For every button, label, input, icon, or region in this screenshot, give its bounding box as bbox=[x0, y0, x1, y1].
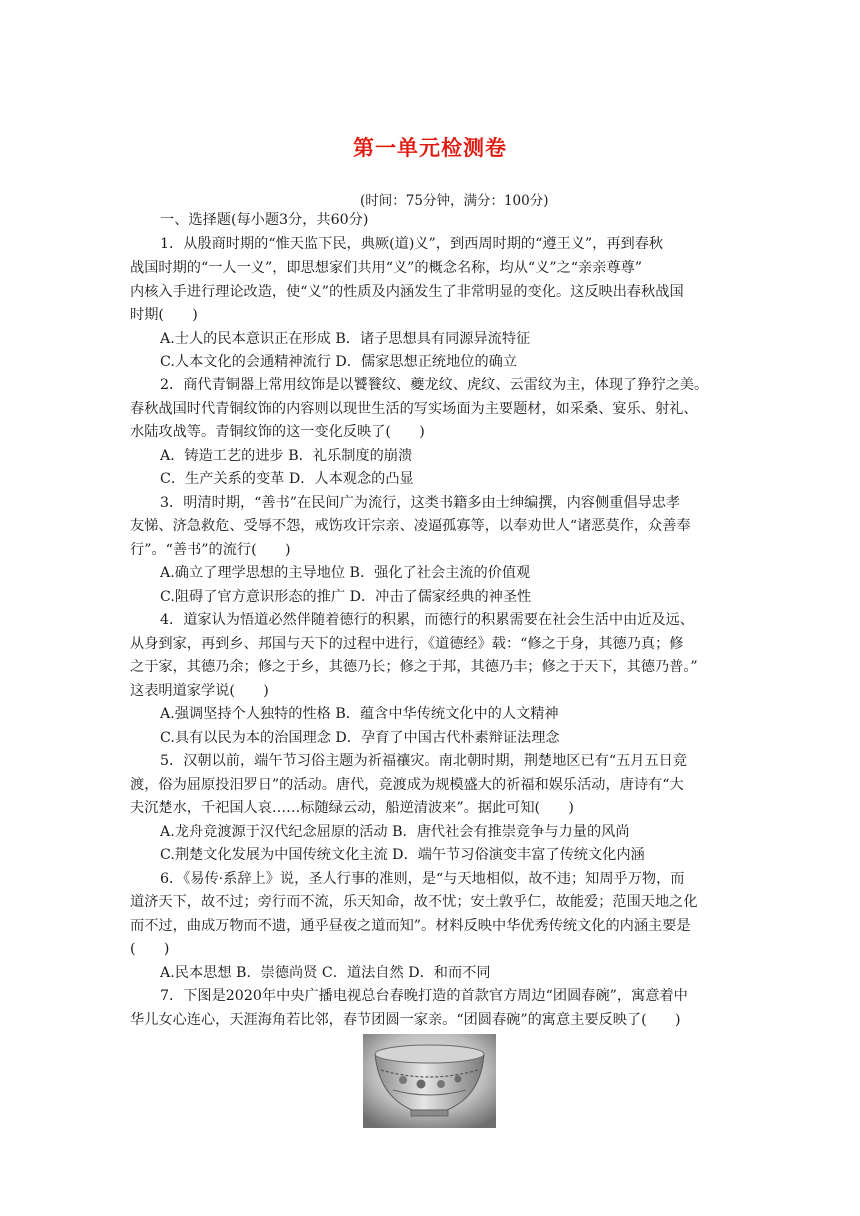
question-7-text: 7．下图是2020年中央广播电视总台春晚打造的首款官方周边“团圆春碗”，寓意着中 bbox=[160, 988, 688, 1004]
question-2-options: C．生产关系的变革 D．人本观念的凸显 bbox=[160, 471, 414, 487]
reunion-bowl-photo bbox=[363, 1034, 496, 1128]
question-5-text: 5．汉朝以前，端午节习俗主题为祈福禳灾。南北朝时期，荆楚地区已有“五月五日竞 bbox=[160, 753, 688, 769]
question-6-text: 道济天下，故不过；旁行而不流，乐天知命，故不忧；安土敦乎仁，故能爱；范围天地之化 bbox=[130, 894, 698, 910]
question-1-options: A.士人的民本意识正在形成 B．诸子思想具有同源异流特征 bbox=[160, 331, 531, 347]
question-3-text: 3．明清时期，“善书”在民间广为流行，这类书籍多由士绅编撰，内容侧重倡导忠孝 bbox=[160, 495, 681, 511]
question-2-options: A．铸造工艺的进步 B．礼乐制度的崩溃 bbox=[160, 448, 413, 464]
question-1-options: C.人本文化的会通精神流行 D．儒家思想正统地位的确立 bbox=[160, 354, 518, 370]
question-7-text: 华儿女心连心，天涯海角若比邻，春节团圆一家亲。“团圆春碗”的寓意主要反映了( ) bbox=[130, 1012, 681, 1028]
question-1-text: 内核入手进行理论改造，使“义”的性质及内涵发生了非常明显的变化。这反映出春秋战国 bbox=[130, 284, 684, 300]
question-4-text: 4．道家认为悟道必然伴随着德行的积累，而德行的积累需要在社会生活中由近及远、 bbox=[160, 612, 694, 628]
question-1-text: 战国时期的“一人一义”，即思想家们共用“义”的概念名称，均从“义”之“亲亲尊尊” bbox=[130, 260, 643, 276]
question-5-text: 夫沉楚水，千祀国人哀……标随绿云动，船逆清波来”。据此可知( ) bbox=[130, 800, 574, 816]
question-1-text: 时期( ) bbox=[130, 307, 198, 323]
question-5-options: A.龙舟竞渡源于汉代纪念屈原的活动 B．唐代社会有推崇竞争与力量的风尚 bbox=[160, 824, 630, 840]
question-2-text: 2．商代青铜器上常用纹饰是以饕餮纹、夔龙纹、虎纹、云雷纹为主，体现了狰狞之美。 bbox=[160, 377, 709, 393]
question-3-options: A.确立了理学思想的主导地位 B．强化了社会主流的价值观 bbox=[160, 565, 531, 581]
question-4-text: 从身到家，再到乡、邦国与天下的过程中进行，《道德经》载：“修之于身，其德乃真；修 bbox=[130, 636, 684, 652]
page-title: 第一单元检测卷 bbox=[353, 136, 507, 160]
question-4-text: 这表明道家学说( ) bbox=[130, 683, 269, 699]
question-6-text: 6．《易传·系辞上》说，圣人行事的准则，是“与天地相似，故不违；知周乎万物，而 bbox=[160, 871, 685, 887]
question-6-options: A.民本思想 B．崇德尚贤 C．道法自然 D．和而不同 bbox=[160, 965, 491, 981]
question-5-text: 渡，俗为屈原投汨罗日”的活动。唐代，竞渡成为规模盛大的祈福和娱乐活动，唐诗有“大 bbox=[130, 777, 684, 793]
exam-meta: (时间：75分钟，满分：100分) bbox=[360, 193, 549, 209]
question-1-text: 1．从殷商时期的“惟天监下民，典厥(道)义”，到西周时期的“遵王义”，再到春秋 bbox=[160, 236, 664, 252]
question-2-text: 水陆攻战等。青铜纹饰的这一变化反映了( ) bbox=[130, 424, 425, 440]
question-3-options: C.阻碍了官方意识形态的推广 D．冲击了儒家经典的神圣性 bbox=[160, 589, 532, 605]
question-4-options: C.具有以民为本的治国理念 D．孕育了中国古代朴素辩证法理念 bbox=[160, 730, 560, 746]
question-4-text: 之于家，其德乃余；修之于乡，其德乃长；修之于邦，其德乃丰；修之于天下，其德乃普。” bbox=[130, 659, 698, 675]
question-6-text: ( ) bbox=[130, 941, 170, 957]
section-heading: 一、选择题(每小题3分，共60分) bbox=[160, 212, 369, 228]
question-3-text: 友悌、济急救危、受辱不怨，戒饬攻讦宗亲、凌逼孤寡等，以奉劝世人“诸恶莫作，众善奉 bbox=[130, 518, 691, 534]
question-6-text: 而不过，曲成万物而不遗，通乎昼夜之道而知”。材料反映中华优秀传统文化的内涵主要是 bbox=[130, 918, 691, 934]
question-5-options: C.荆楚文化发展为中国传统文化主流 D．端午节习俗演变丰富了传统文化内涵 bbox=[160, 847, 645, 863]
question-4-options: A.强调坚持个人独特的性格 B．蕴含中华传统文化中的人文精神 bbox=[160, 706, 559, 722]
question-3-text: 行”。“善书”的流行( ) bbox=[130, 542, 291, 558]
question-2-text: 春秋战国时代青铜纹饰的内容则以现世生活的写实场面为主要题材，如采桑、宴乐、射礼、 bbox=[130, 401, 698, 417]
